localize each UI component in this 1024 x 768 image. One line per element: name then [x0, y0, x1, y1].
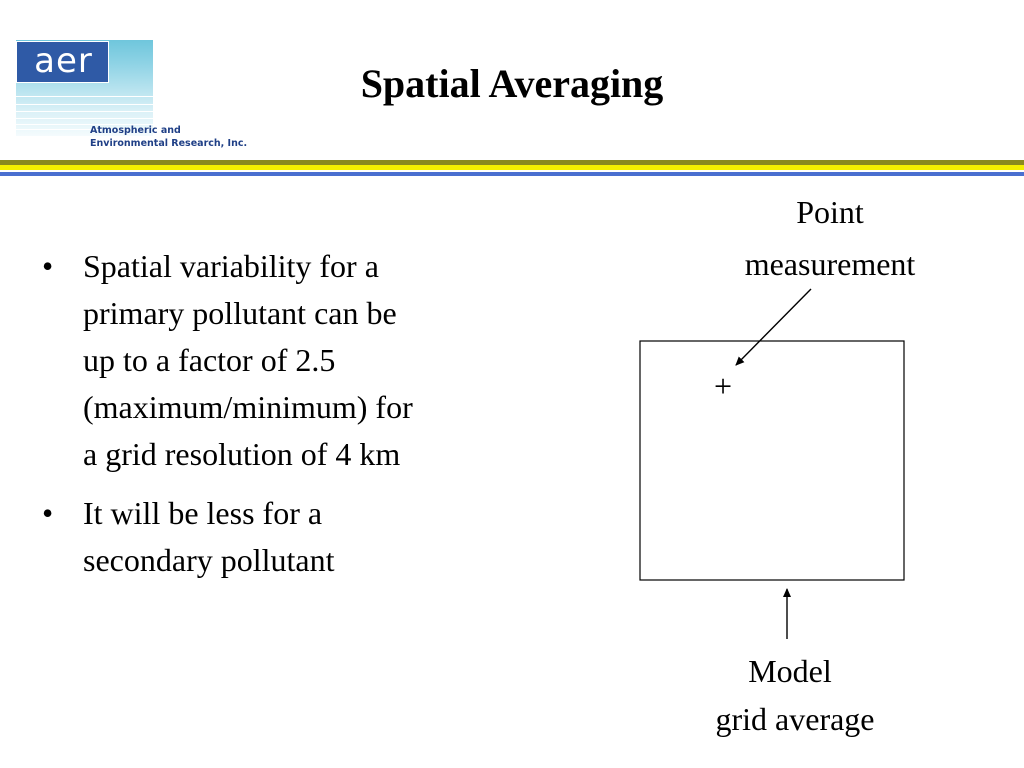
bullet-list	[42, 243, 512, 596]
logo-wordmark: aer	[34, 41, 93, 81]
logo-caption	[90, 124, 247, 150]
logo-stripe	[16, 118, 153, 119]
bullet-marker: •	[42, 248, 54, 284]
logo-stripe	[16, 111, 153, 112]
header-rule-yellow	[0, 165, 1024, 170]
measurement-label: measurement	[744, 246, 916, 282]
slide-title: Spatial Averaging	[360, 61, 664, 106]
aer-logo	[14, 38, 254, 156]
logo-caption-line: Environmental Research, Inc.	[90, 138, 248, 149]
bullet-item	[42, 490, 512, 584]
grid-average-label: grid average	[715, 701, 875, 737]
point-arrow	[736, 289, 811, 365]
bullet-line: (maximum/minimum) for	[83, 389, 413, 425]
bullet-line: a grid resolution of 4 km	[83, 436, 401, 472]
logo-caption-line: Atmospheric and	[90, 125, 181, 136]
grid-cell-box	[640, 341, 904, 580]
model-label: Model	[748, 653, 832, 689]
bullet-line: Spatial variability for a	[83, 248, 379, 284]
header-rule-blue	[0, 172, 1024, 176]
grid-diagram	[620, 185, 1020, 765]
bullet-line: up to a factor of 2.5	[83, 342, 336, 378]
bullet-line: It will be less for a	[83, 495, 323, 531]
point-label: Point	[796, 194, 864, 230]
bullet-line: primary pollutant can be	[83, 295, 397, 331]
logo-stripe	[16, 104, 153, 105]
point-marker-plus: +	[713, 368, 733, 404]
bullet-item	[42, 243, 512, 478]
bullet-line: secondary pollutant	[83, 542, 335, 578]
logo-wordmark-box	[16, 41, 109, 83]
bullet-marker: •	[42, 495, 54, 531]
logo-stripe	[16, 96, 153, 97]
